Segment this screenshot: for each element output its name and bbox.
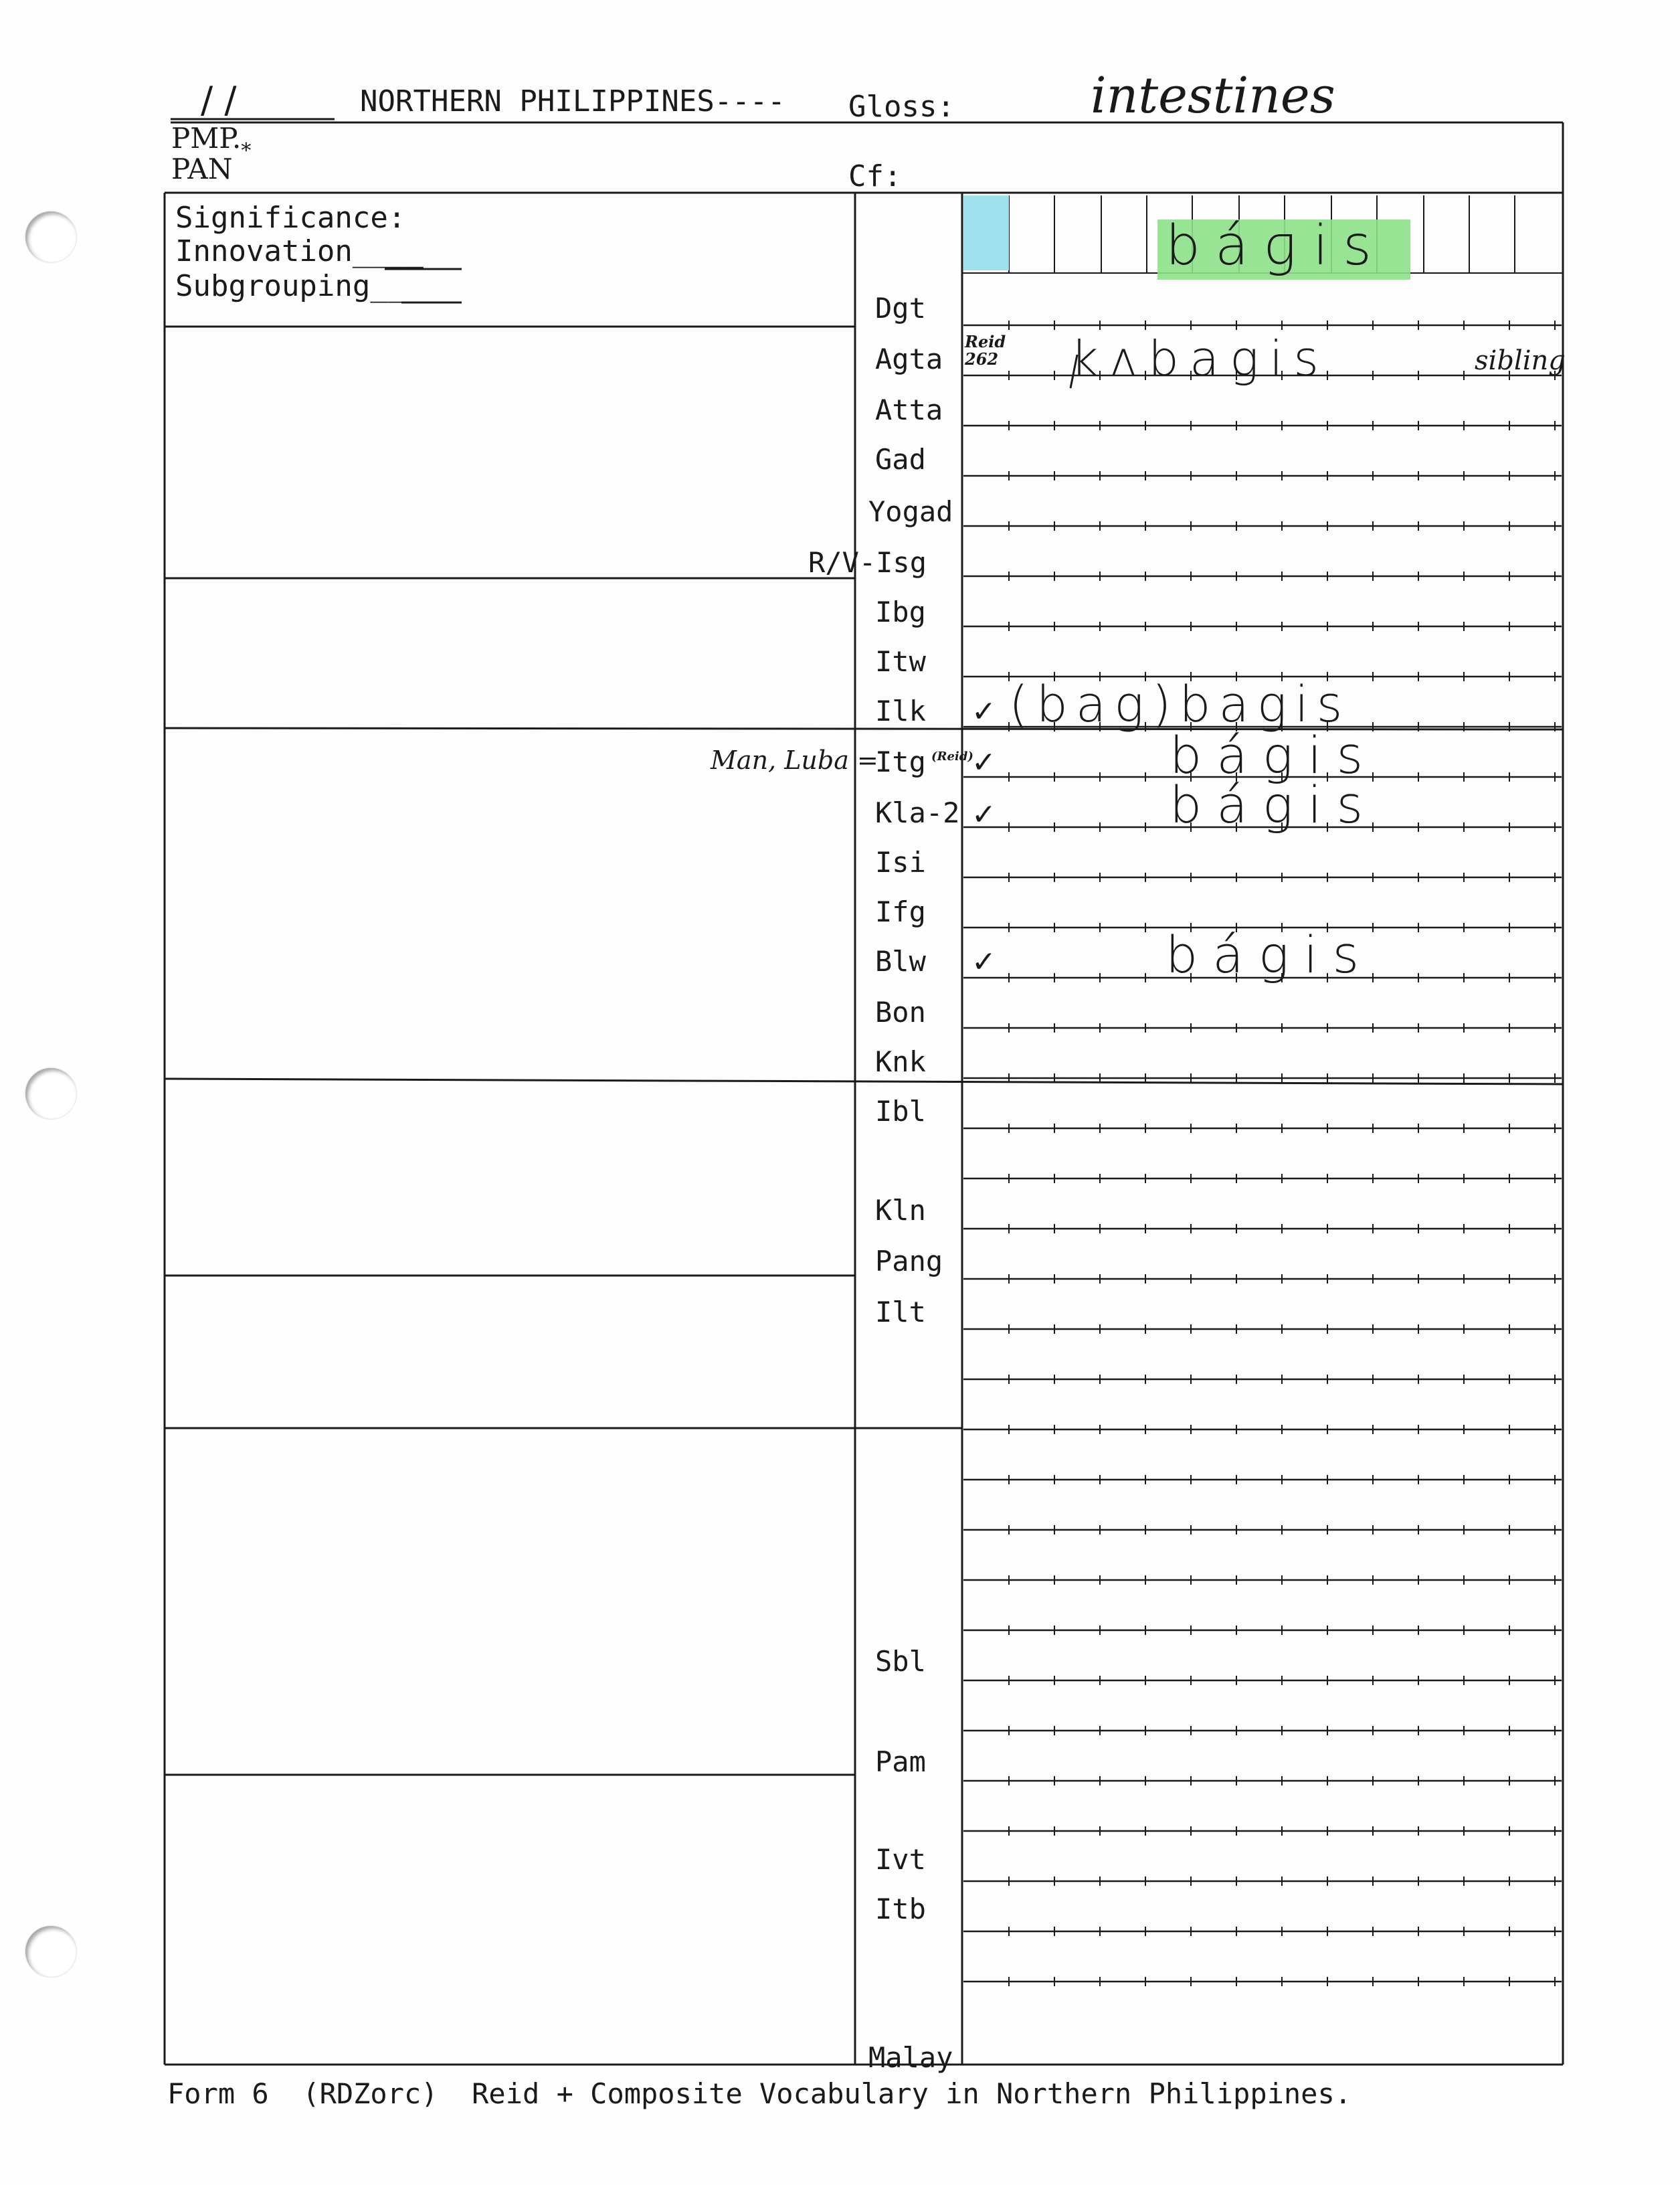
lang-ibg: Ibg (875, 596, 926, 628)
lang-knk: Knk (875, 1045, 926, 1078)
lang-ifg: Ifg (875, 895, 926, 928)
agta-note: sibling (1475, 345, 1566, 376)
agta-form: kʌbagis (1070, 331, 1329, 387)
lang-gad: Gad (875, 443, 926, 476)
lang-itw: Itw (875, 645, 926, 678)
subgrouping-label: Subgrouping___ (175, 269, 424, 303)
lang-r-v-isg: R/V-Isg (808, 546, 927, 579)
blue-highlight (963, 195, 1009, 270)
lang-kln: Kln (875, 1194, 926, 1227)
itg-tag: (Reid) (931, 750, 973, 764)
lang-sbl: Sbl (875, 1645, 926, 1678)
ilk-check: ✓ (971, 695, 996, 729)
lang-ilt: Ilt (875, 1296, 926, 1328)
innovation-label: Innovation____ (175, 234, 424, 268)
blw-form: bágis (1165, 925, 1374, 984)
form-title: NORTHERN PHILIPPINES---- (360, 84, 785, 118)
pan-label: PAN (171, 153, 233, 185)
pmp-label (171, 122, 252, 163)
lang-malay: Malay (868, 2041, 953, 2074)
kla2-form: bágis (1170, 775, 1378, 835)
pmp-text: PMP. (171, 122, 242, 155)
gloss-value: intestines (1091, 67, 1335, 124)
lang-bon: Bon (875, 996, 926, 1029)
lang-itb: Itb (875, 1893, 926, 1925)
lang-yogad: Yogad (868, 495, 953, 528)
pmp-star: * (241, 139, 252, 163)
lang-isi: Isi (875, 846, 926, 879)
blw-check: ✓ (971, 945, 996, 979)
lang-kla-2: Kla-2 (875, 796, 960, 829)
number-mark: / / (201, 79, 237, 121)
lang-pang: Pang (875, 1245, 943, 1278)
itg-form: bágis (1170, 725, 1378, 785)
lang-blw: Blw (875, 945, 926, 978)
lang-ivt: Ivt (875, 1843, 926, 1876)
lang-ilk: Ilk (875, 695, 926, 727)
lang-ibl: Ibl (875, 1095, 926, 1128)
significance-title: Significance: (175, 201, 406, 235)
kla2-check: ✓ (971, 798, 996, 832)
lang-atta: Atta (875, 394, 943, 426)
lang-itg: Itg (875, 746, 926, 778)
agta-source: Reid 262 (965, 332, 1006, 369)
form-footer: Form 6 (RDZorc) Reid + Composite Vocabulary in Northern Philippines. (167, 2077, 1352, 2110)
itg-prefix: Man, Luba = (711, 746, 878, 775)
reconstruction-form: báɡis (1165, 214, 1386, 278)
cf-label: Cf: (848, 159, 902, 193)
lang-dgt: Dgt (875, 292, 926, 325)
itg-check: ✓ (971, 746, 996, 780)
ilk-form: (bag)bagis (1009, 676, 1351, 733)
lang-pam: Pam (875, 1745, 926, 1778)
gloss-label: Gloss: (848, 90, 955, 124)
lang-agta: Agta (875, 343, 943, 375)
